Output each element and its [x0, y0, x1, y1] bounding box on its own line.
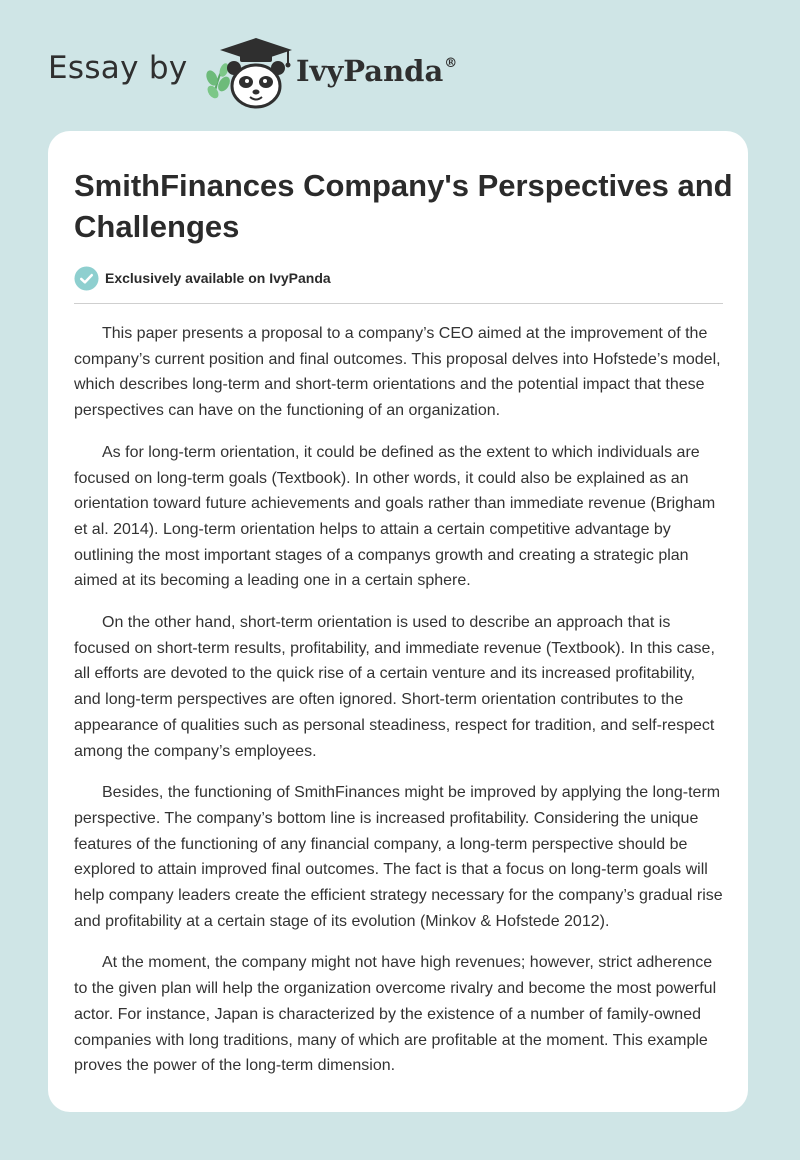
essay-card [48, 131, 748, 1112]
check-circle-icon [74, 266, 99, 291]
essay-by-label: Essay by [48, 50, 188, 86]
paragraph: At the moment, the company might not have high revenues; however, strict adherence to the given plan will help the organization overcome rivalry and become the most powerful actor. For instance, Japan is characterized by the existence of a number of family-owned companies with long traditions, many of which are profitable at the moment. This example proves the power of the long-term dimension. [74, 954, 717, 1075]
divider [74, 303, 723, 304]
brand-name[interactable]: IvyPanda® [296, 54, 458, 88]
site-header [48, 32, 548, 112]
availability-text: Exclusively available on IvyPanda [105, 270, 331, 286]
paragraph: On the other hand, short-term orientation is used to describe an approach that is focused on short-term results, profitability, and immediate revenue (Textbook). In this case, all efforts are devoted to the quick rise of a certain venture and its increased profitability, and long-term perspectives are often ignored. Short-term orientation contributes to the appearance of qualities such as personal steadiness, respect for tradition, and self-respect among the company’s employees. [74, 614, 715, 760]
paragraph: Besides, the functioning of SmithFinances might be improved by applying the long-term perspective. The company’s bottom line is increased profitability. Considering the unique features of the functioning of any financial company, a long-term perspective should be explored to attain improved final outcomes. The fact is that a focus on long-term goals will help company leaders create the efficient strategy necessary for the company’s gradual rise and profitability at a certain stage of its evolution (Minkov & Hofstede 2012). [74, 784, 723, 930]
essay-body [74, 321, 724, 1095]
registered-mark: ® [444, 56, 458, 71]
availability-badge [74, 265, 331, 291]
paragraph: As for long-term orientation, it could be defined as the extent to which individuals are focused on long-term goals (Textbook). In other words, it could also be explained as an orientation toward future achievements and goals rather than immediate revenue (Brigham et al. 2014). Long-term orientation helps to attain a certain competitive advantage by outlining the most important stages of a companys growth and creating a strategic plan aimed at its becoming a leading one in a certain sphere. [74, 443, 716, 590]
panda-logo-icon[interactable] [200, 34, 296, 110]
paragraph: This paper presents a proposal to a company’s CEO aimed at the improvement of the company’s current position and final outcomes. This proposal delves into Hofstede’s model, which describes long-term and short-term orientations and the potential impact that these perspectives can have on the functioning of an organization. [74, 325, 721, 420]
essay-title: SmithFinances Company's Perspectives and Challenges [74, 168, 733, 244]
